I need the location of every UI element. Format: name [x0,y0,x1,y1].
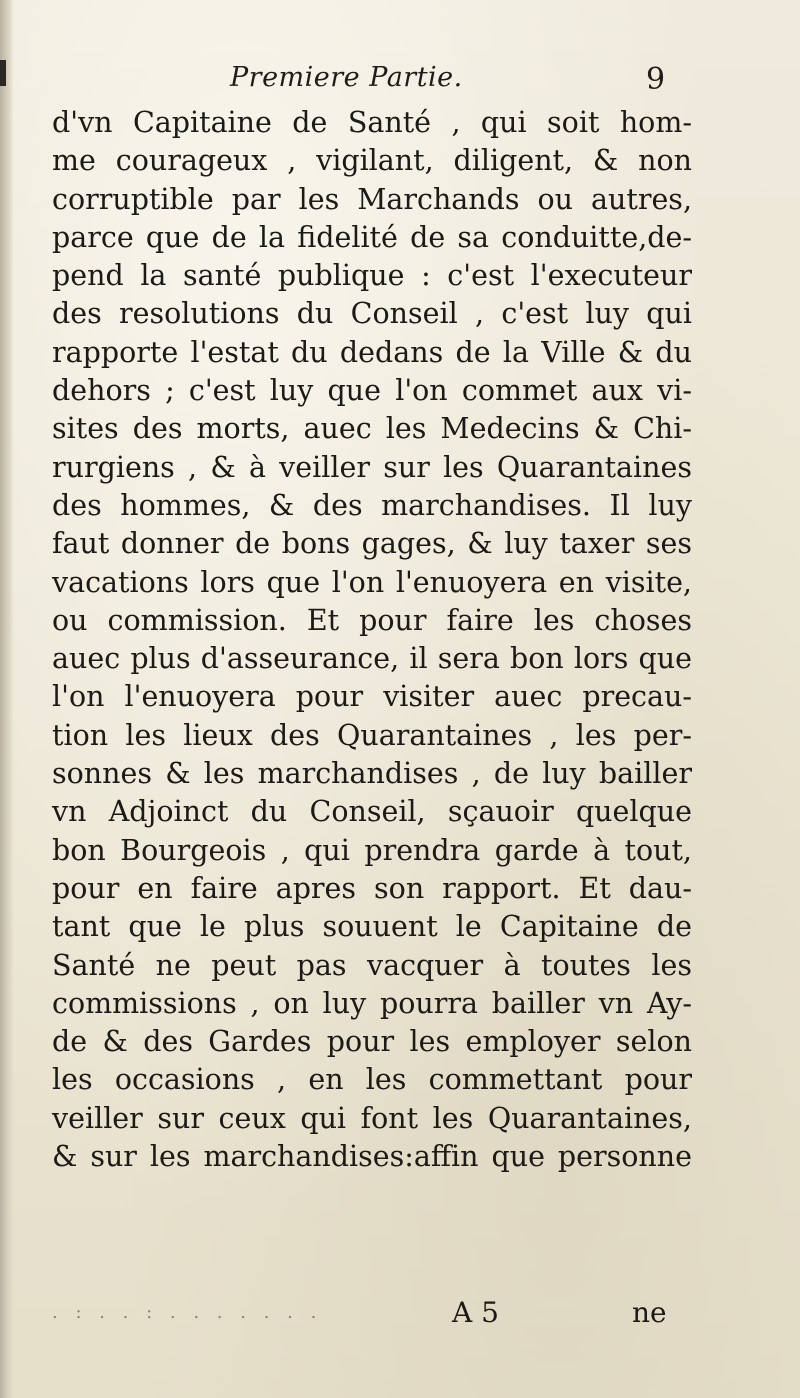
text-line: tion les lieux des Quarantaines , les per- [52,718,692,752]
text-line: parce que de la fidelité de sa conduitte,de- [52,220,692,254]
text-line: rapporte l'estat du dedans de la Ville & du [52,335,692,369]
text-line: vacations lors que l'on l'enuoyera en visite, [52,565,692,599]
text-line: de & des Gardes pour les employer selon [52,1025,692,1059]
text-line: auec plus d'asseurance, il sera bon lors que [52,642,692,676]
catchword: ne [632,1296,667,1329]
text-line: des resolutions du Conseil , c'est luy qui [52,297,692,331]
text-line: l'on l'enuoyera pour visiter auec precau- [52,680,692,714]
text-line: d'vn Capitaine de Santé , qui soit hom- [52,106,692,139]
text-line: me courageux , vigilant, diligent, & non [52,144,692,178]
text-line: des hommes, & des marchandises. Il luy [52,488,692,522]
text-line: sites des morts, auec les Medecins & Chi- [52,412,692,446]
signature-mark: A 5 [452,1296,499,1329]
text-line: dehors ; c'est luy que l'on commet aux vi- [52,374,692,408]
running-title: Premiere Partie. [230,62,463,93]
text-line: tant que le plus souuent le Capitaine de [52,910,692,944]
text-line: sonnes & les marchandises , de luy bailler [52,757,692,791]
text-line: rurgiens , & à veiller sur les Quarantaines [52,450,692,484]
ink-bleed-dots: . : . . : . . . . . . . [52,1302,323,1323]
page-gutter-shadow [0,0,14,1398]
text-line: ou commission. Et pour faire les choses [52,603,692,637]
text-line: les occasions , en les commettant pour [52,1063,692,1097]
text-line: bon Bourgeois , qui prendra garde à tout, [52,833,692,867]
text-line: veiller sur ceux qui font les Quarantaines, [52,1101,692,1135]
text-line: pour en faire apres son rapport. Et dau- [52,871,692,905]
page-number: 9 [646,62,666,97]
text-line: faut donner de bons gages, & luy taxer ses [52,527,692,561]
text-line: & sur les marchandises:affin que personne [52,1140,692,1174]
page-footer [52,1296,692,1336]
text-line: corruptible par les Marchands ou autres, [52,182,692,216]
text-line: pend la santé publique : c'est l'executeur [52,259,692,293]
text-line: commissions , on luy pourra bailler vn Ay- [52,986,692,1020]
text-line: vn Adjoinct du Conseil, sçauoir quelque [52,795,692,829]
body-text [52,104,692,1176]
text-line: Santé ne peut pas vacquer à toutes les [52,948,692,982]
page-header [0,62,800,102]
